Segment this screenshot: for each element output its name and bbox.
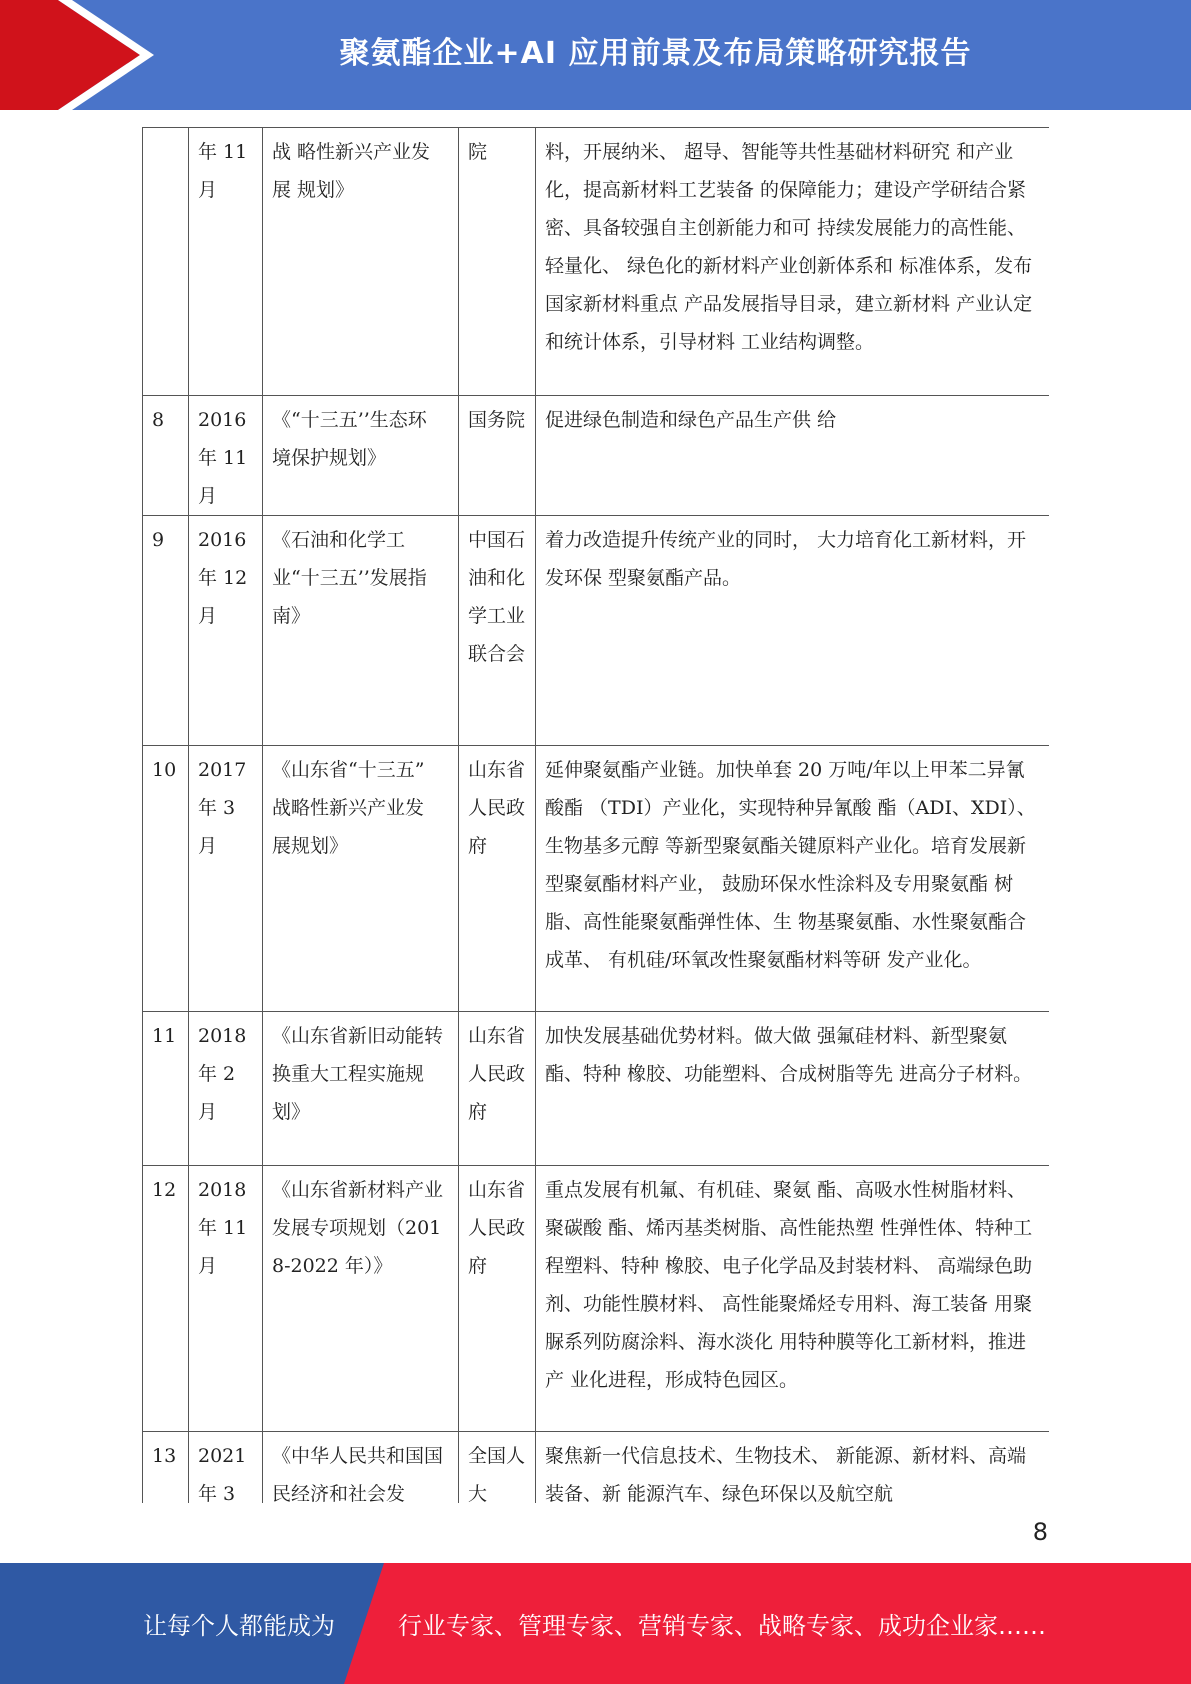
- policy-name-cell: 《山东省“十三五” 战略性新兴产业发 展规划》: [263, 746, 459, 1012]
- policy-name-cell: 《山东省新材料产业发展专项规划（2018-2022 年）》: [263, 1166, 459, 1432]
- content-cell: 延伸聚氨酯产业链。加快单套 20 万吨/年以上甲苯二异氰酸酯 （TDI）产业化，实现特种异氰酸 酯（ADI、XDI）、生物基多元醇 等新型聚氨酯关键原料产业化。培育发展新型聚氨酯材料产业， 鼓励环保水性涂料及专用聚氨酯 树脂、高性能聚氨酯弹性体、生 物基聚氨酯、水性聚氨酯合成革、 有机硅/环氧改性聚氨酯材料等研 发产业化。: [536, 746, 1050, 1012]
- content-cell: 促进绿色制造和绿色产品生产供 给: [536, 396, 1050, 516]
- issuer-cell: 山东省人民政府: [459, 746, 536, 1012]
- date-cell: 2018 年 2 月: [189, 1012, 263, 1166]
- row-number-cell: 10: [143, 746, 189, 1012]
- row-number-cell: [143, 128, 189, 396]
- footer-slogan-right: 行业专家、管理专家、营销专家、战略专家、成功企业家……: [398, 1612, 1046, 1640]
- policy-name-cell: 《“十三五’’生态环 境保护规划》: [263, 396, 459, 516]
- content-cell: 聚焦新一代信息技术、生物技术、 新能源、新材料、高端装备、新 能源汽车、绿色环保以及航空航: [536, 1432, 1050, 1504]
- issuer-cell: 国务院: [459, 396, 536, 516]
- content-cell: 加快发展基础优势材料。做大做 强氟硅材料、新型聚氨酯、特种 橡胶、功能塑料、合成树脂等先 进高分子材料。: [536, 1012, 1050, 1166]
- table-row: [143, 1166, 1050, 1432]
- policy-name-cell: 《山东省新旧动能转换重大工程实施规划》: [263, 1012, 459, 1166]
- table-row: [143, 516, 1050, 746]
- content-cell: 料，开展纳米、 超导、智能等共性基础材料研究 和产业化，提高新材料工艺装备 的保障能力；建设产学研结合紧 密、具备较强自主创新能力和可 持续发展能力的高性能、轻量化、 绿色化的新材料产业创新体系和 标准体系，发布国家新材料重点 产品发展指导目录，建立新材料 产业认定和统计体系，引导材料 工业结构调整。: [536, 128, 1050, 396]
- table-row: [143, 128, 1050, 396]
- policy-name-cell: 《石油和化学工业“十三五’’发展指南》: [263, 516, 459, 746]
- row-number-cell: 12: [143, 1166, 189, 1432]
- issuer-cell: 全国人大: [459, 1432, 536, 1504]
- row-number-cell: 11: [143, 1012, 189, 1166]
- report-title: 聚氨酯企业+AI 应用前景及布局策略研究报告: [339, 36, 972, 71]
- content-cell: 着力改造提升传统产业的同时， 大力培育化工新材料，开发环保 型聚氨酯产品。: [536, 516, 1050, 746]
- date-cell: 年 11 月: [189, 128, 263, 396]
- date-cell: 2016 年 11 月: [189, 396, 263, 516]
- row-number-cell: 9: [143, 516, 189, 746]
- date-cell: 2021 年 3: [189, 1432, 263, 1504]
- issuer-cell: 中国石油和化学工业联合会: [459, 516, 536, 746]
- issuer-cell: 山东省人民政府: [459, 1166, 536, 1432]
- table-row: [143, 1432, 1050, 1504]
- table-row: [143, 396, 1050, 516]
- issuer-cell: 山东省人民政府: [459, 1012, 536, 1166]
- footer-slogan-left: 让每个人都能成为: [143, 1612, 335, 1640]
- issuer-cell: 院: [459, 128, 536, 396]
- policy-table-container: [142, 127, 1049, 1503]
- policy-name-cell: 《中华人民共和国国民经济和社会发: [263, 1432, 459, 1504]
- page-number: 8: [1032, 1518, 1048, 1546]
- page-header: [0, 0, 1191, 110]
- policy-table: [142, 127, 1049, 1503]
- date-cell: 2016 年 12 月: [189, 516, 263, 746]
- table-row: [143, 746, 1050, 1012]
- date-cell: 2017 年 3 月: [189, 746, 263, 1012]
- policy-name-cell: 战 略性新兴产业发展 规划》: [263, 128, 459, 396]
- content-cell: 重点发展有机氟、有机硅、聚氨 酯、高吸水性树脂材料、聚碳酸 酯、烯丙基类树脂、高性能热塑 性弹性体、特种工程塑料、特种 橡胶、电子化学品及封装材料、 高端绿色助剂、功能性膜材料、 高性能聚烯烃专用料、海工装备 用聚脲系列防腐涂料、海水淡化 用特种膜等化工新材料，推进产 业化进程，形成特色园区。: [536, 1166, 1050, 1432]
- page-footer: [0, 1563, 1191, 1684]
- row-number-cell: 13: [143, 1432, 189, 1504]
- table-row: [143, 1012, 1050, 1166]
- row-number-cell: 8: [143, 396, 189, 516]
- date-cell: 2018 年 11 月: [189, 1166, 263, 1432]
